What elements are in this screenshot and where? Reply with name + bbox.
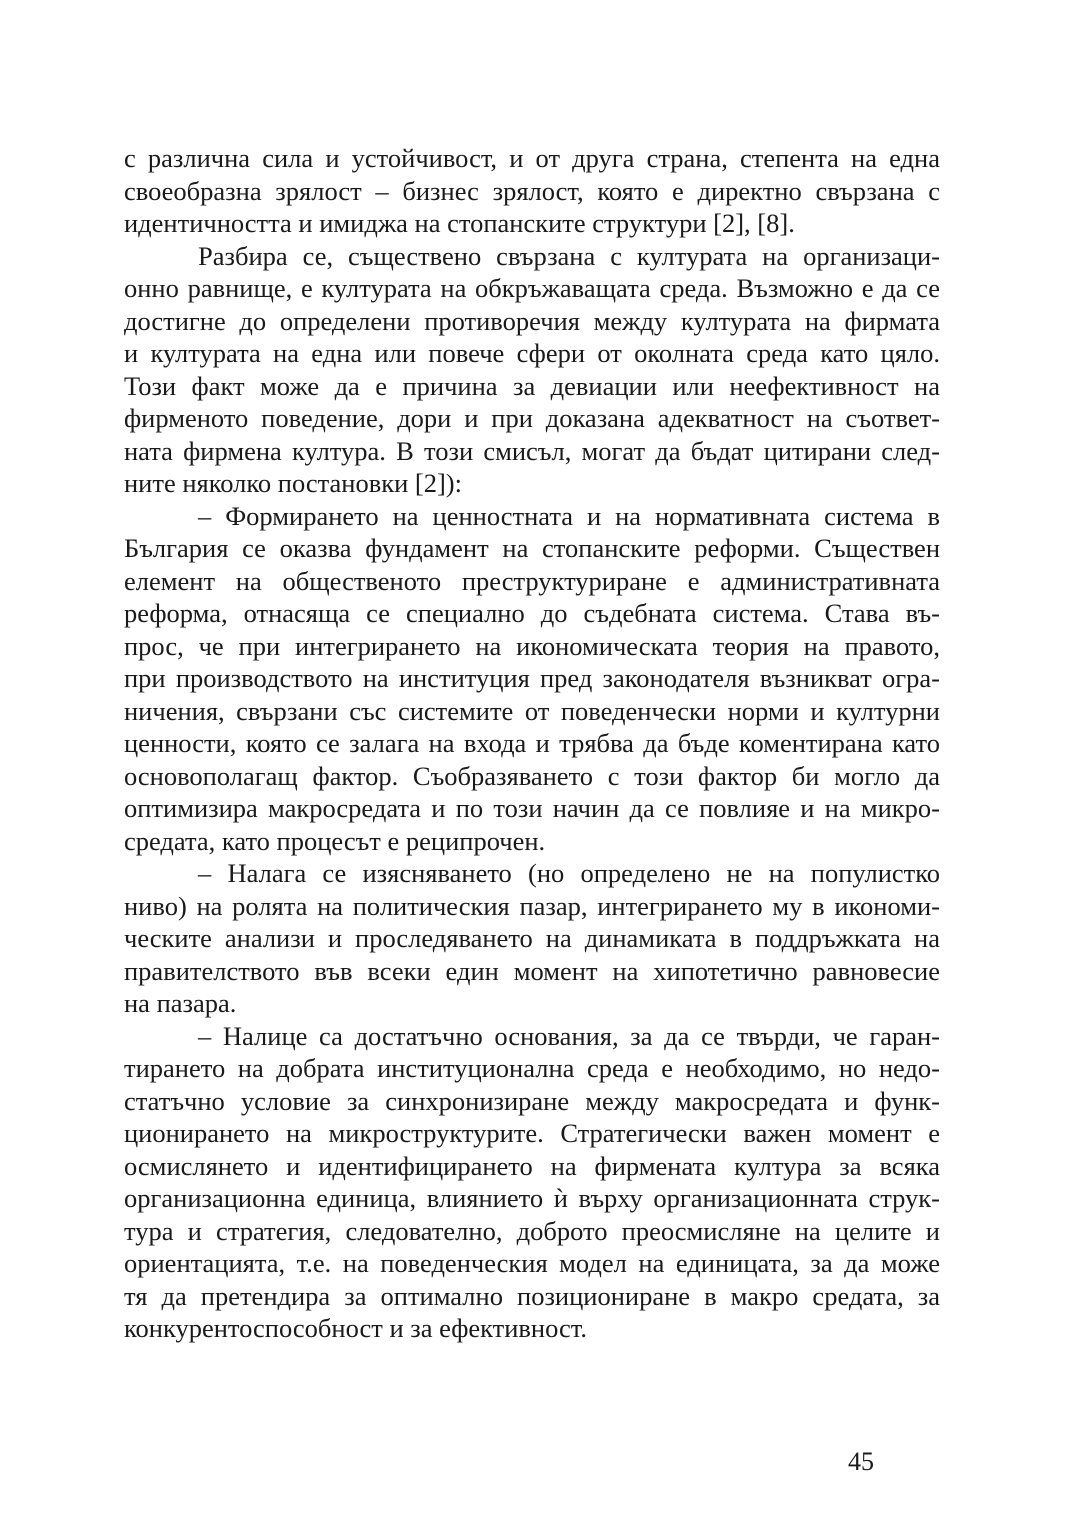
text-line: елемент на общественото преструктуриране е административната <box>124 565 940 596</box>
text-line: статъчно условие за синхронизиране между макросредата и функ- <box>124 1085 940 1116</box>
text-line: тя да претендира за оптимално позициониране в макро средата, за <box>124 1280 940 1311</box>
body-text <box>124 142 940 1345</box>
page-number: 45 <box>848 1447 874 1476</box>
text-line: ческите анализи и проследяването на динамиката в поддръжката на <box>124 923 940 953</box>
text-line: прос, че при интегрирането на икономическата теория на правото, <box>124 630 940 661</box>
text-line: онно равнище, е културата на обкръжаващата среда. Възможно е да се <box>124 273 940 303</box>
text-line: основополагащ фактор. Съобразяването с този фактор би могло да <box>124 760 940 791</box>
text-line: средата, като процесът е реципрочен. <box>124 825 546 856</box>
text-line: при производството на институция пред законодателя възникват огра- <box>124 663 940 693</box>
paragraph-5 <box>124 1020 940 1345</box>
text-line: – Налице са достатъчно основания, за да се твърди, че гаран- <box>198 1020 940 1051</box>
text-line: и културата на една или повече сфери от околната среда като цяло. <box>124 338 940 368</box>
paragraph-3 <box>124 500 940 858</box>
text-line: – Налага се изясняването (но определено не на популистко <box>198 858 940 888</box>
text-line: реформа, отнасяща се специално до съдебната система. Става въ- <box>124 598 940 628</box>
text-line: тура и стратегия, следователно, доброто преосмисляне на целите и <box>124 1215 940 1246</box>
text-line: ните няколко постановки [2]): <box>124 468 462 498</box>
paragraph-2 <box>124 240 940 500</box>
text-line: ничения, свързани със системите от поведенчески норми и културни <box>124 695 940 726</box>
text-line: оптимизира макросредата и по този начин да се повлияе и на микро- <box>124 793 940 823</box>
text-line: идентичността и имиджа на стопанските структури [2], [8]. <box>124 208 795 238</box>
text-line: ната фирмена култура. В този смисъл, могат да бъдат цитирани след- <box>124 435 940 466</box>
text-line: осмислянето и идентифицирането на фирмената култура за всяка <box>124 1150 940 1181</box>
text-line: ценности, която се залага на входа и трябва да бъде коментирана като <box>124 728 940 758</box>
paragraph-4 <box>124 857 940 1020</box>
text-line: Този факт може да е причина за девиации или неефективност на <box>124 370 940 401</box>
text-line: конкурентоспособност и за ефективност. <box>124 1313 587 1343</box>
text-line: своеобразна зрялост – бизнес зрялост, която е директно свързана с <box>124 175 940 206</box>
paragraph-1 <box>124 142 940 240</box>
text-line: достигне до определени противоречия между културата на фирмата <box>124 305 940 336</box>
text-line: на пазара. <box>124 988 237 1018</box>
text-line: – Формирането на ценностната и на нормативната система в <box>198 500 940 531</box>
text-line: ниво) на ролята на политическия пазар, интегрирането му в икономи- <box>124 890 940 921</box>
text-line: Разбира се, съществено свързана с културата на организаци- <box>198 240 940 271</box>
text-line: правителството във всеки един момент на хипотетично равновесие <box>124 955 940 986</box>
text-line: организационна единица, влиянието ѝ върху организационната струк- <box>124 1183 940 1213</box>
text-line: ционирането на микроструктурите. Стратегически важен момент е <box>124 1118 940 1148</box>
text-line: ориентацията, т.е. на поведенческия модел на единицата, за да може <box>124 1248 940 1278</box>
text-line: фирменото поведение, дори и при доказана адекватност на съответ- <box>124 403 940 433</box>
text-line: тирането на добрата институционална среда е необходимо, но недо- <box>124 1053 940 1083</box>
text-line: с различна сила и устойчивост, и от друга страна, степента на една <box>124 143 940 173</box>
text-line: България се оказва фундамент на стопанските реформи. Съществен <box>124 533 940 563</box>
